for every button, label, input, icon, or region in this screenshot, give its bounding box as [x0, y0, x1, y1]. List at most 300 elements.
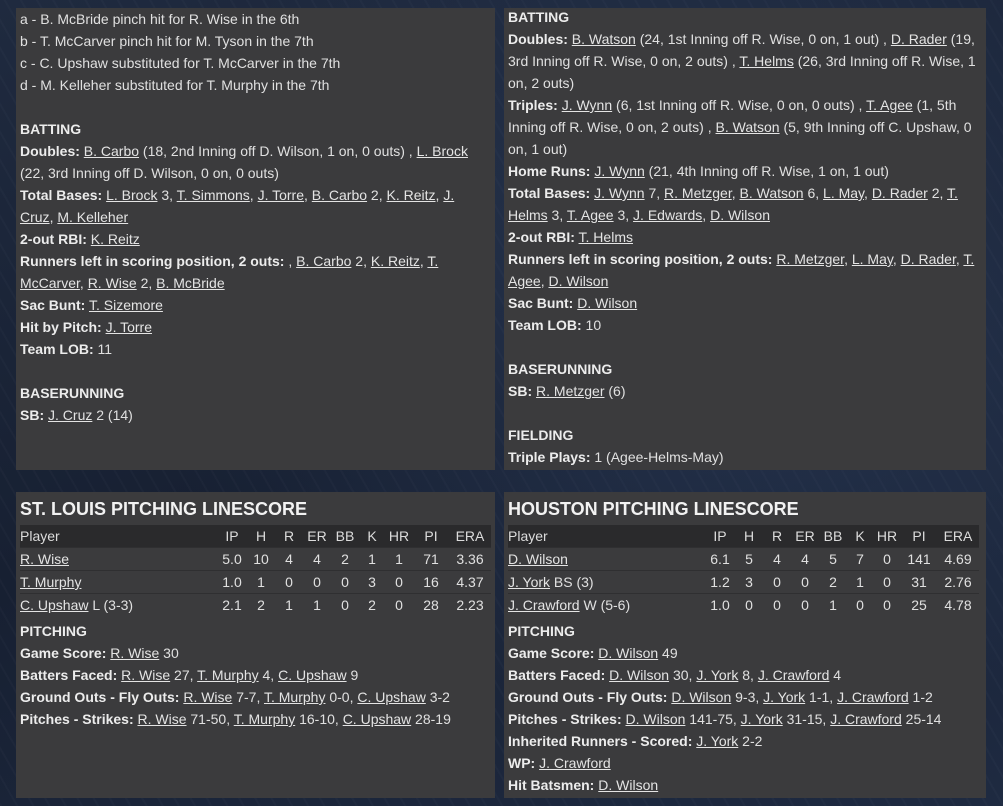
batters-faced-line [20, 664, 491, 686]
stat-cell-ip: 6.1 [705, 547, 735, 570]
total-bases-line [508, 182, 982, 226]
player-link[interactable]: J. York [763, 689, 806, 705]
stat-text: , [249, 187, 258, 203]
doubles-label: Doubles: [20, 143, 80, 159]
stat-text: , [540, 273, 549, 289]
player-link[interactable]: D. Wilson [548, 273, 609, 289]
stat-text: 1-2 [908, 689, 933, 705]
triples-line [508, 94, 982, 160]
stat-text: 7-7, [232, 689, 264, 705]
stat-text: , [419, 253, 428, 269]
player-link[interactable]: R. Metzger [664, 185, 732, 201]
stat-cell-pi: 71 [413, 547, 449, 570]
pitcher-row [508, 547, 979, 570]
stat-cell-k: 1 [847, 570, 873, 593]
stat-cell-r: 0 [763, 570, 791, 593]
stat-cell-er: 0 [791, 570, 819, 593]
stat-cell-r: 4 [763, 547, 791, 570]
player-link[interactable]: D. Wilson [598, 777, 659, 793]
player-link[interactable]: B. Watson [571, 31, 636, 47]
hit-batsmen-line [508, 774, 982, 796]
pitcher-row [20, 570, 491, 593]
stat-text: 49 [658, 645, 678, 661]
stat-cell-hr: 1 [385, 547, 413, 570]
stat-text: (21, 4th Inning off R. Wise, 1 on, 1 out) [644, 163, 889, 179]
stat-text: 3, [547, 207, 567, 223]
player-link[interactable]: R. Metzger [776, 251, 845, 267]
stat-text: , [892, 251, 901, 267]
stat-text: 3, [157, 187, 177, 203]
stat-text: 141-75, [685, 711, 741, 727]
stat-cell-bb: 1 [819, 593, 847, 616]
player-link[interactable]: J. Wynn [594, 163, 645, 179]
stat-cell-k: 1 [359, 547, 385, 570]
houston-batting-notes-panel [504, 8, 986, 470]
2-out-rbi-line [508, 226, 982, 248]
hit-by-pitch-line [20, 316, 491, 338]
triples-label: Triples: [508, 97, 558, 113]
stat-text: , [702, 207, 711, 223]
section-heading: FIELDING [508, 427, 574, 443]
player-link[interactable]: J. Edwards [633, 207, 703, 223]
pitcher-cell [20, 570, 217, 593]
player-link[interactable]: R. Wise [110, 645, 160, 661]
decision-text: W (5-6) [583, 597, 631, 613]
player-link[interactable]: T. Simmons [176, 187, 250, 203]
player-link[interactable]: T. McCarver [20, 253, 439, 291]
stat-cell-k: 2 [359, 593, 385, 616]
stat-cell-hr: 0 [385, 593, 413, 616]
panel-title: HOUSTON PITCHING LINESCORE [508, 499, 799, 519]
runners-left-in-scoring-position-2-outs-line [20, 250, 491, 294]
column-header-h[interactable]: H [255, 528, 267, 544]
doubles-label: Doubles: [508, 31, 568, 47]
sac-bunt-line [508, 292, 982, 314]
substitution-note: d - M. Kelleher substituted for T. Murphy in the 7th [20, 77, 330, 93]
column-header-player[interactable]: Player [20, 528, 60, 544]
stat-text: 2, [351, 253, 371, 269]
stat-cell-pi: 25 [901, 593, 937, 616]
column-header-bb[interactable]: BB [335, 528, 355, 544]
player-link[interactable]: D. Rader [900, 251, 956, 267]
stat-text: 30 [159, 645, 179, 661]
batting-section [20, 118, 491, 360]
stat-cell-ip: 5.0 [217, 547, 247, 570]
stat-text: 1 (Agee-Helms-May) [594, 449, 724, 465]
inherited-runners-scored-line [508, 730, 982, 752]
player-link[interactable]: B. Watson [715, 119, 780, 135]
houston-pitching-sections [508, 620, 982, 796]
column-header-ip[interactable]: IP [713, 528, 727, 544]
stat-cell-bb: 2 [331, 547, 359, 570]
pitcher-link[interactable]: J. Crawford [508, 597, 580, 613]
game-score-line [20, 642, 491, 664]
section-heading: BASERUNNING [508, 361, 613, 377]
player-link[interactable]: R. Wise [87, 275, 137, 291]
sb-line [20, 404, 491, 426]
player-link[interactable]: C. Upshaw [357, 689, 426, 705]
st-louis-batting-notes-panel [16, 8, 495, 470]
home-runs-label: Home Runs: [508, 163, 591, 179]
column-header-pi[interactable]: PI [912, 528, 926, 544]
column-header-r[interactable]: R [771, 528, 783, 544]
stat-text: 2, [136, 275, 157, 291]
pitches-strikes-line [508, 708, 982, 730]
substitution-notes [20, 8, 491, 96]
substitution-note: a - B. McBride pinch hit for R. Wise in the 6th [20, 11, 300, 27]
player-link[interactable]: B. Carbo [311, 187, 368, 203]
stat-cell-er: 0 [791, 593, 819, 616]
stat-text: 11 [97, 341, 113, 357]
pitcher-link[interactable]: D. Wilson [508, 551, 568, 567]
houston-pitching-panel [504, 492, 986, 798]
stat-text: (5, 9th Inning off C. Upshaw, 0 on, 1 out) [508, 119, 972, 157]
pitcher-row [508, 593, 979, 616]
2-out-rbi-label: 2-out RBI: [508, 229, 575, 245]
stat-text: , [49, 209, 58, 225]
stat-cell-h: 3 [735, 570, 763, 593]
column-header-k[interactable]: K [367, 528, 377, 544]
total-bases-label: Total Bases: [20, 187, 103, 203]
stat-text: (6) [604, 383, 626, 399]
pitcher-link[interactable]: T. Murphy [20, 574, 82, 590]
section-heading: PITCHING [508, 623, 575, 639]
stat-text: 2, [367, 187, 387, 203]
triple-plays-label: Triple Plays: [508, 449, 591, 465]
column-header-k[interactable]: K [855, 528, 865, 544]
player-link[interactable]: J. Torre [105, 319, 152, 335]
wp-label: WP: [508, 755, 536, 771]
stat-cell-pi: 28 [413, 593, 449, 616]
baserunning-section [508, 358, 982, 402]
stat-cell-pi: 141 [901, 547, 937, 570]
section-heading: BASERUNNING [20, 385, 125, 401]
stat-text: (24, 1st Inning off R. Wise, 0 on, 1 out) , [635, 31, 891, 47]
player-link[interactable]: L. Brock [106, 187, 158, 203]
player-link[interactable]: J. Cruz [48, 407, 93, 423]
player-link[interactable]: T. Agee [866, 97, 913, 113]
player-link[interactable]: K. Reitz [386, 187, 436, 203]
stat-text: (22, 3rd Inning off D. Wilson, 0 on, 0 outs) [20, 165, 279, 181]
st-louis-stat-sections [20, 118, 491, 426]
player-link[interactable]: J. Torre [257, 187, 305, 203]
player-link[interactable]: D. Wilson [577, 295, 638, 311]
pitcher-link[interactable]: R. Wise [20, 551, 69, 567]
stat-cell-er: 4 [303, 547, 331, 570]
stat-cell-r: 0 [763, 593, 791, 616]
player-link[interactable]: L. May [851, 251, 893, 267]
sb-label: SB: [20, 407, 45, 423]
stat-cell-era: 4.69 [937, 547, 979, 570]
team-lob-line [508, 314, 982, 336]
pitching-linescore-table [508, 525, 979, 616]
stat-cell-h: 1 [247, 570, 275, 593]
player-link[interactable]: L. May [823, 185, 865, 201]
section-heading: BATTING [20, 121, 82, 137]
stat-cell-hr: 0 [873, 593, 901, 616]
stat-text: 2-2 [738, 733, 763, 749]
stat-text: 16-10, [295, 711, 343, 727]
player-link[interactable]: J. York [696, 667, 739, 683]
stat-cell-h: 2 [247, 593, 275, 616]
stat-text: 2, [927, 185, 948, 201]
total-bases-line [20, 184, 491, 228]
player-link[interactable]: J. York [696, 733, 739, 749]
player-link[interactable]: J. Crawford [837, 689, 909, 705]
stat-text: 71-50, [186, 711, 234, 727]
player-link[interactable]: C. Upshaw [342, 711, 412, 727]
batting-section [508, 8, 982, 336]
stat-cell-hr: 0 [873, 570, 901, 593]
sac-bunt-label: Sac Bunt: [508, 295, 574, 311]
pitching-section [20, 620, 491, 730]
inherited-runners-scored-label: Inherited Runners - Scored: [508, 733, 693, 749]
player-link[interactable]: L. Brock [416, 143, 468, 159]
player-link[interactable]: T. Helms [508, 185, 958, 223]
stat-cell-hr: 0 [385, 570, 413, 593]
column-header-era[interactable]: ERA [943, 528, 973, 544]
pitches-strikes-label: Pitches - Strikes: [20, 711, 134, 727]
doubles-line [20, 140, 491, 184]
stat-text: , [304, 187, 312, 203]
stat-cell-er: 0 [303, 570, 331, 593]
player-link[interactable]: J. Crawford [539, 755, 611, 771]
stat-text: 9-3, [731, 689, 764, 705]
stat-cell-bb: 5 [819, 547, 847, 570]
runners-left-in-scoring-position-2-outs-line [508, 248, 982, 292]
fielding-section [508, 424, 982, 468]
player-link[interactable]: J. York [740, 711, 783, 727]
stat-text: , [79, 275, 88, 291]
game-score-line [508, 642, 982, 664]
player-link[interactable]: T. Agee [508, 251, 975, 289]
player-link[interactable]: M. Kelleher [57, 209, 129, 225]
column-header-r[interactable]: R [283, 528, 295, 544]
stat-text: (6, 1st Inning off R. Wise, 0 on, 0 outs) , [612, 97, 867, 113]
player-link[interactable]: T. Sizemore [88, 297, 163, 313]
column-header-era[interactable]: ERA [455, 528, 485, 544]
stat-text: , [731, 185, 740, 201]
panel-title: ST. LOUIS PITCHING LINESCORE [20, 499, 308, 519]
stat-cell-era: 4.37 [449, 570, 491, 593]
stat-text: 30, [669, 667, 697, 683]
stat-cell-era: 2.23 [449, 593, 491, 616]
player-link[interactable]: J. Crawford [830, 711, 902, 727]
player-link[interactable]: R. Metzger [536, 383, 605, 399]
player-link[interactable]: D. Wilson [710, 207, 770, 223]
game-score-label: Game Score: [20, 645, 107, 661]
stat-cell-pi: 31 [901, 570, 937, 593]
stat-text: 3-2 [425, 689, 450, 705]
stat-text: 0-0, [325, 689, 358, 705]
stat-text: 10 [585, 317, 602, 333]
player-link[interactable]: D. Wilson [625, 711, 686, 727]
stat-text: (18, 2nd Inning off D. Wilson, 1 on, 0 outs) , [139, 143, 417, 159]
player-link[interactable]: K. Reitz [90, 231, 140, 247]
stat-text: 27, [170, 667, 198, 683]
team-lob-label: Team LOB: [20, 341, 94, 357]
section-heading: PITCHING [20, 623, 87, 639]
sac-bunt-line [20, 294, 491, 316]
player-link[interactable]: J. Crawford [757, 667, 830, 683]
player-link[interactable]: R. Wise [183, 689, 233, 705]
stat-text: 8, [738, 667, 758, 683]
player-link[interactable]: T. Helms [739, 53, 794, 69]
player-link[interactable]: T. Murphy [263, 689, 326, 705]
doubles-line [508, 28, 982, 94]
team-lob-line [20, 338, 491, 360]
column-header-bb[interactable]: BB [823, 528, 843, 544]
player-link[interactable]: B. Carbo [83, 143, 140, 159]
stat-cell-bb: 2 [819, 570, 847, 593]
player-link[interactable]: D. Rader [890, 31, 947, 47]
pitcher-cell [508, 570, 705, 593]
pitcher-row [20, 547, 491, 570]
column-header-er[interactable]: ER [795, 528, 815, 544]
pitcher-link[interactable]: C. Upshaw [20, 597, 89, 613]
pitcher-row [508, 570, 979, 593]
pitcher-cell [20, 593, 217, 616]
table-header-row [508, 525, 979, 547]
player-link[interactable]: B. McBride [156, 275, 225, 291]
stat-text: , [844, 251, 852, 267]
stat-cell-h: 0 [735, 593, 763, 616]
triple-plays-line [508, 446, 982, 468]
hit-by-pitch-label: Hit by Pitch: [20, 319, 102, 335]
player-link[interactable]: D. Wilson [609, 667, 670, 683]
player-link[interactable]: D. Wilson [671, 689, 732, 705]
pitcher-link[interactable]: J. York [508, 574, 551, 590]
batters-faced-label: Batters Faced: [20, 667, 118, 683]
pitches-strikes-label: Pitches - Strikes: [508, 711, 622, 727]
stat-text: (1, 5th Inning off R. Wise, 0 on, 2 outs) , [508, 97, 957, 135]
column-header-h[interactable]: H [743, 528, 755, 544]
player-link[interactable]: J. Wynn [594, 185, 645, 201]
stat-cell-er: 4 [791, 547, 819, 570]
stat-cell-era: 2.76 [937, 570, 979, 593]
stat-text: 9 [346, 667, 359, 683]
stat-cell-hr: 0 [873, 547, 901, 570]
stat-cell-r: 1 [275, 593, 303, 616]
pitches-strikes-line [20, 708, 491, 730]
player-link[interactable]: B. Carbo [296, 253, 352, 269]
stat-cell-ip: 1.2 [705, 570, 735, 593]
player-link[interactable]: J. Wynn [561, 97, 613, 113]
column-header-ip[interactable]: IP [225, 528, 239, 544]
batters-faced-line [508, 664, 982, 686]
hit-batsmen-label: Hit Batsmen: [508, 777, 595, 793]
stat-cell-r: 4 [275, 547, 303, 570]
stat-text: , [864, 185, 872, 201]
substitution-note: c - C. Upshaw substituted for T. McCarver in the 7th [20, 55, 341, 71]
houston-stat-sections [508, 8, 982, 468]
stat-text: 31-15, [782, 711, 831, 727]
ground-outs-fly-outs-line [20, 686, 491, 708]
2-out-rbi-line [20, 228, 491, 250]
player-link[interactable]: K. Reitz [370, 253, 420, 269]
stat-cell-era: 3.36 [449, 547, 491, 570]
ground-outs-fly-outs-label: Ground Outs - Fly Outs: [508, 689, 668, 705]
player-link[interactable]: T. Murphy [197, 667, 259, 683]
st-louis-pitching-panel [16, 492, 495, 798]
decision-text: BS (3) [553, 574, 594, 590]
stat-text: 3, [613, 207, 634, 223]
table-body [20, 547, 491, 616]
column-header-pi[interactable]: PI [424, 528, 438, 544]
runners-left-in-scoring-position-2-outs-label: Runners left in scoring position, 2 outs: [20, 253, 285, 269]
column-header-player[interactable]: Player [508, 528, 548, 544]
stat-cell-h: 10 [247, 547, 275, 570]
stat-text: 4, [258, 667, 279, 683]
player-link[interactable]: T. Agee [566, 207, 614, 223]
sb-label: SB: [508, 383, 533, 399]
stat-cell-bb: 0 [331, 570, 359, 593]
total-bases-label: Total Bases: [508, 185, 591, 201]
player-link[interactable]: R. Wise [137, 711, 187, 727]
stat-text: 25-14 [901, 711, 942, 727]
table-body [508, 547, 979, 616]
column-header-hr[interactable]: HR [876, 528, 898, 544]
stat-cell-k: 3 [359, 570, 385, 593]
stat-cell-ip: 2.1 [217, 593, 247, 616]
stat-text: 7, [644, 185, 665, 201]
batters-faced-label: Batters Faced: [508, 667, 606, 683]
pitcher-row [20, 593, 491, 616]
table-header-row [20, 525, 491, 547]
stat-cell-h: 5 [735, 547, 763, 570]
stat-text: (19, 3rd Inning off R. Wise, 0 on, 2 outs) , [508, 31, 975, 69]
player-link[interactable]: T. Helms [578, 229, 633, 245]
stat-cell-era: 4.78 [937, 593, 979, 616]
substitution-note: b - T. McCarver pinch hit for M. Tyson in the 7th [20, 33, 314, 49]
pitching-linescore-table [20, 525, 491, 616]
stat-text: 4 [829, 667, 842, 683]
column-header-er[interactable]: ER [307, 528, 327, 544]
wp-line [508, 752, 982, 774]
player-link[interactable]: R. Wise [121, 667, 171, 683]
stat-text: 28-19 [411, 711, 451, 727]
home-runs-line [508, 160, 982, 182]
pitching-section [508, 620, 982, 796]
baserunning-section [20, 382, 491, 426]
stat-cell-k: 0 [847, 593, 873, 616]
player-link[interactable]: D. Rader [871, 185, 928, 201]
section-heading: BATTING [508, 9, 570, 25]
stat-cell-k: 7 [847, 547, 873, 570]
pitcher-cell [20, 547, 217, 570]
stat-text: (26, 3rd Inning off R. Wise, 1 on, 2 outs) [508, 53, 976, 91]
player-link[interactable]: T. Murphy [233, 711, 296, 727]
player-link[interactable]: J. Cruz [20, 187, 455, 225]
stat-cell-bb: 0 [331, 593, 359, 616]
stat-text: 2 (14) [92, 407, 133, 423]
pitcher-cell [508, 547, 705, 570]
runners-left-in-scoring-position-2-outs-label: Runners left in scoring position, 2 outs: [508, 251, 773, 267]
ground-outs-fly-outs-line [508, 686, 982, 708]
stat-cell-ip: 1.0 [217, 570, 247, 593]
player-link[interactable]: D. Wilson [598, 645, 659, 661]
column-header-hr[interactable]: HR [388, 528, 410, 544]
sb-line [508, 380, 982, 402]
stat-text: 1-1, [805, 689, 838, 705]
team-lob-label: Team LOB: [508, 317, 582, 333]
stat-text: 6, [803, 185, 824, 201]
stat-cell-er: 1 [303, 593, 331, 616]
game-score-label: Game Score: [508, 645, 595, 661]
decision-text: L (3-3) [92, 597, 134, 613]
player-link[interactable]: B. Watson [739, 185, 804, 201]
player-link[interactable]: C. Upshaw [278, 667, 347, 683]
